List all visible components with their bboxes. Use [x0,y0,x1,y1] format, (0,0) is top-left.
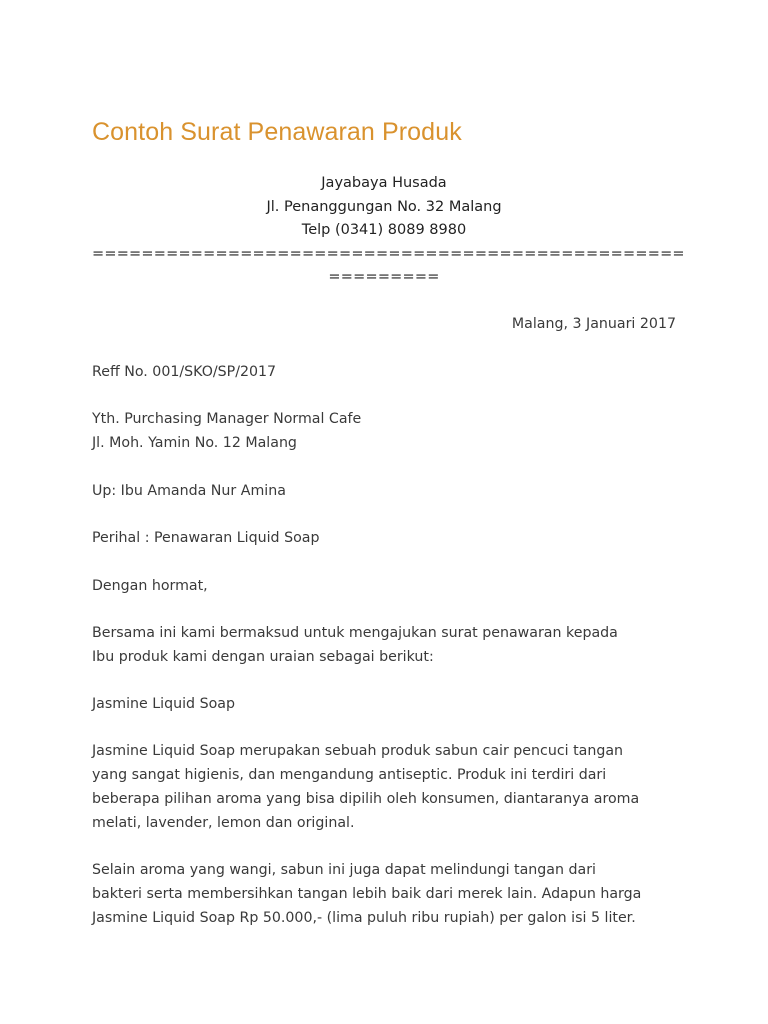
intro-line-1: Bersama ini kami bermaksud untuk mengajukan surat penawaran kepada [92,625,618,641]
description-line-4: melati, lavender, lemon dan original. [92,815,355,831]
subject-line: Perihal : Penawaran Liquid Soap [92,530,320,546]
description-line-3: beberapa pilihan aroma yang bisa dipilih oleh konsumen, diantaranya aroma [92,791,640,807]
page-title: Contoh Surat Penawaran Produk [92,118,462,146]
letterhead-address: Jl. Penanggungan No. 32 Malang [266,199,502,215]
letterhead-rule-line-2: ========= [328,269,440,285]
letterhead-phone: Telp (0341) 8089 8980 [301,222,467,238]
letter-date: Malang, 3 Januari 2017 [511,316,676,332]
salutation: Dengan hormat, [92,578,208,594]
recipient-line-2: Jl. Moh. Yamin No. 12 Malang [92,435,297,451]
letterhead-rule-line-1: ================================================ [92,246,685,262]
description-line-1: Jasmine Liquid Soap merupakan sebuah produk sabun cair pencuci tangan [92,743,624,759]
attention-line: Up: Ibu Amanda Nur Amina [92,483,286,499]
letterhead-company: Jayabaya Husada [321,175,447,191]
intro-line-2: Ibu produk kami dengan uraian sebagai berikut: [92,649,434,665]
pricing-line-3: Jasmine Liquid Soap Rp 50.000,- (lima puluh ribu rupiah) per galon isi 5 liter. [92,910,636,926]
product-name: Jasmine Liquid Soap [92,696,235,712]
pricing-line-2: bakteri serta membersihkan tangan lebih baik dari merek lain. Adapun harga [92,886,642,902]
pricing-line-1: Selain aroma yang wangi, sabun ini juga dapat melindungi tangan dari [92,862,596,878]
reference-number: Reff No. 001/SKO/SP/2017 [92,364,277,380]
recipient-line-1: Yth. Purchasing Manager Normal Cafe [92,411,362,427]
description-line-2: yang sangat higienis, dan mengandung antiseptic. Produk ini terdiri dari [92,767,607,783]
